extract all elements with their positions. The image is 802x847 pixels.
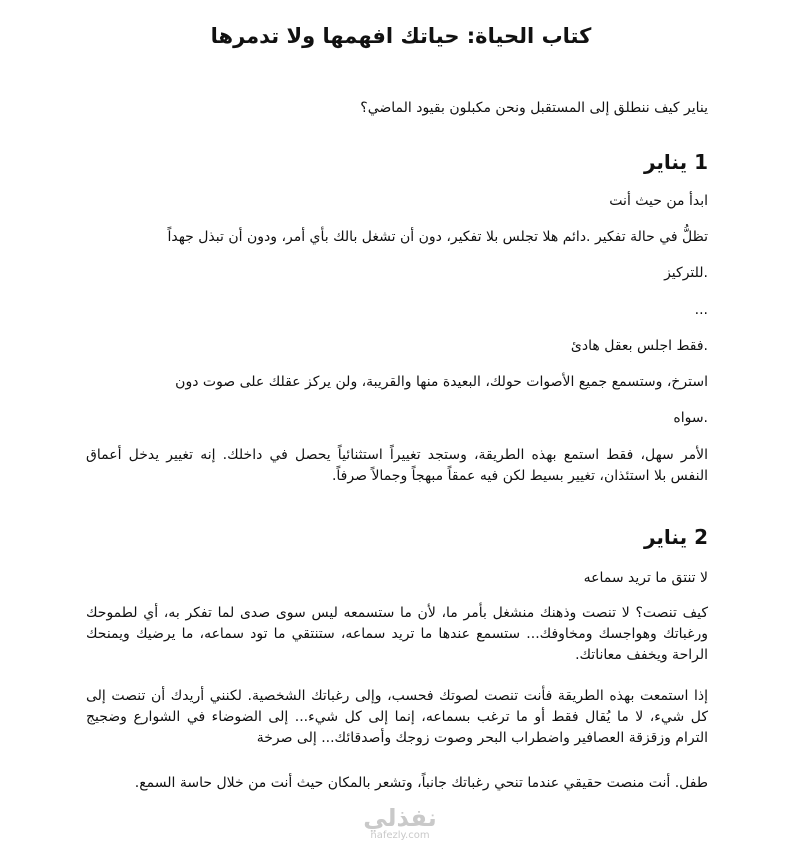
section-1-line: .فقط اجلس بعقل هادئ bbox=[570, 338, 708, 354]
section-2-paragraph: إذا استمعت بهذه الطريقة فأنت تنصت لصوتك فحسب، وإلى رغباتك الشخصية. لكنني أريدك أن تنصت إلى كل شيء، لا ما يُقال فقط أو ما ترغب بسماعه، إنما إلى كل شيء... إلى الضوضاء في الشوارع وضجيج الترام وزقزقة العصافير واضطراب البحر وصوت زوجك وأصدقائك... إلى صرخة bbox=[86, 688, 708, 746]
section-2-subtitle: لا تنتق ما تريد سماعه bbox=[583, 570, 708, 586]
section-1-heading: 1 يناير bbox=[643, 150, 708, 174]
section-1-ellipsis: ... bbox=[694, 302, 708, 318]
watermark-logo bbox=[353, 806, 447, 842]
section-1-line: .للتركيز bbox=[664, 265, 708, 281]
watermark-latin: nafezly.com bbox=[370, 830, 430, 841]
section-2-heading: 2 يناير bbox=[643, 525, 708, 549]
section-1-paragraph: الأمر سهل، فقط استمع بهذه الطريقة، وستجد تغييراً استثنائياً يحصل في داخلك. إنه تغيير يدخل أعماق النفس بلا استئذان، تغيير بسيط لكن فيه عمقاً مبهجاً وجمالاً صرفاً. bbox=[86, 447, 708, 484]
intro-line: يناير كيف ننطلق إلى المستقبل ونحن مكبلون بقيود الماضي؟ bbox=[360, 100, 708, 116]
section-2-paragraph: كيف تنصت؟ لا تنصت وذهنك منشغل بأمر ما، لأن ما ستسمعه ليس سوى صدى لما تفكر به، أي لطموحك ورغباتك وهواجسك ومخاوفك... ستسمع عندها ما تريد سماعه، ستنتقي ما تود سماعه، ما يرضيك ويمنحك الراحة ويخفف معاناتك. bbox=[86, 605, 708, 663]
document-title: كتاب الحياة: حياتك افهمها ولا تدمرها bbox=[210, 24, 592, 48]
section-1-line: .سواه bbox=[673, 410, 708, 426]
section-1-subtitle: ابدأ من حيث أنت bbox=[609, 193, 708, 209]
watermark-arabic: نفذلي bbox=[363, 804, 437, 832]
section-2-line: طفل. أنت منصت حقيقي عندما تنحي رغباتك جانباً، وتشعر بالمكان حيث أنت من خلال حاسة السمع. bbox=[134, 775, 708, 791]
section-1-line: استرخ، وستسمع جميع الأصوات حولك، البعيدة منها والقريبة، ولن يركز عقلك على صوت دون bbox=[175, 374, 708, 390]
section-1-line: تظلُّ في حالة تفكير .دائم هلا تجلس بلا تفكير، دون أن تشغل بالك بأي أمر، ودون أن تبذل جهداً bbox=[167, 229, 708, 245]
